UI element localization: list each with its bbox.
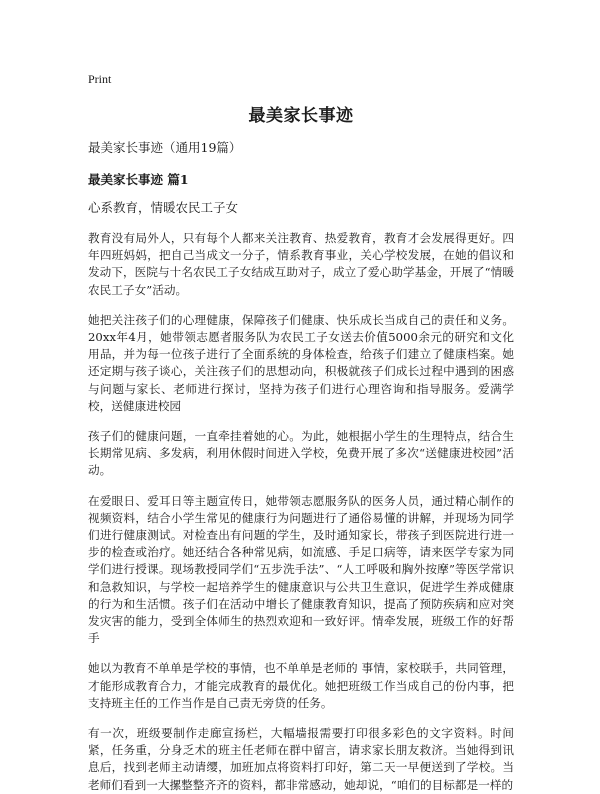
paragraph-6: 有一次，班级要制作走廊宣扬栏，大幅墙报需要打印很多彩色的文字资料。时间紧，任务重，分身乏术的班主任老师在群中留言，请求家长朋友救济。当她得到讯息后，找到老师主动请缨，加班加点将资料打印好，第二天一早便送到了学校。当老师们看到一大摞整整齐齐的资料，都非常感动，她却说，“咱们的目标都是一样的: [88, 726, 514, 792]
paragraph-1: 教育没有局外人，只有每个人都来关注教育、热爱教育，教育才会发展得更好。四年四班妈妈，把自己当成文一分子，情系教育事业，关心学校发展，在她的倡议和发动下，医院与十名农民工子女结成互助对子，成立了爱心助学基金，开展了“情暖农民工子女”活动。: [88, 231, 514, 297]
section-heading: 最美家长事迹 篇1: [88, 172, 189, 187]
print-link[interactable]: Print: [88, 72, 112, 86]
document-subtitle: 最美家长事迹（通用19篇）: [88, 140, 242, 155]
section-lead: 心系教育，情暖农民工子女: [88, 200, 239, 215]
paragraph-3: 孩子们的健康问题，一直牵挂着她的心。为此，她根据小学生的生理特点，结合生长期常见病、多发病，利用休假时间进入学校，免费开展了多次“送健康进校园”活动。: [88, 429, 514, 478]
paragraph-2: 她把关注孩子们的心理健康，保障孩子们健康、快乐成长当成自己的责任和义务。20xx年4月，她带领志愿者服务队为农民工子女送去价值5000余元的研究和文化用品，并为每一位孩子进行了全面系统的身体检查，给孩子们建立了健康档案。她还定期与孩子谈心，关注孩子们的思想动向，积极就孩子们成长过程中遇到的困惑与问题与家长、老师进行探讨，坚持为孩子们进行心理咨询和指导服务。爱满学校，送健康进校园: [88, 312, 514, 413]
paragraph-5: 她以为教育不单单是学校的事情，也不单单是老师的 事情，家校联手，共同管理，才能形成教育合力，才能完成教育的最优化。她把班级工作当成自己的份内事，把支持班主任的工作当作是自己责无旁贷的任务。: [88, 661, 514, 710]
paragraph-4: 在爱眼日、爱耳日等主题宣传日，她带领志愿服务队的医务人员，通过精心制作的视频资料，结合小学生常见的健康行为问题进行了通俗易懂的讲解，并现场为同学们进行健康测试。对检查出有问题的学生，及时通知家长，带孩子到医院进行进一步的检查或治疗。她还结合各种常见病，如流感、手足口病等，请来医学专家为同学们进行授课。现场教授同学们“五步洗手法”、“人工呼吸和胸外按摩”等医学常识和急救知识，与学校一起培养学生的健康意识与公共卫生意识，促进学生养成健康的行为和生活惯。孩子们在活动中增长了健康教育知识，提高了预防疾病和应对突发灾害的能力，受到全体师生的热烈欢迎和一致好评。情牵发展，班级工作的好帮手: [88, 493, 514, 646]
page-title: 最美家长事迹: [248, 106, 354, 126]
